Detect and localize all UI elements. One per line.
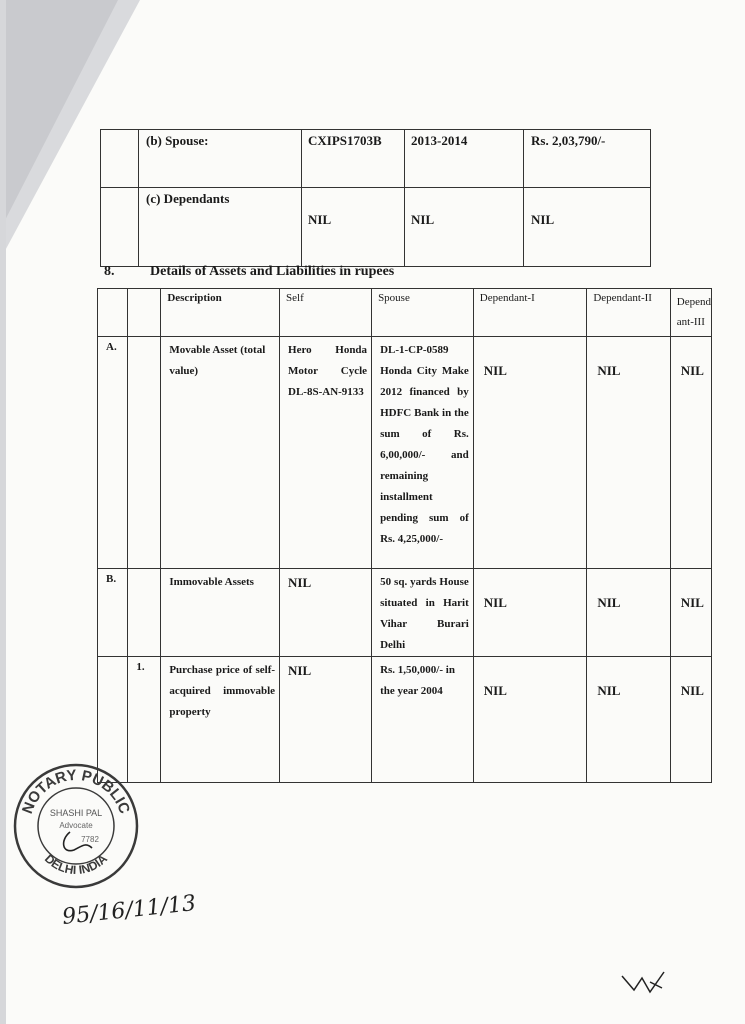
row-sub (128, 337, 161, 569)
row-spouse: Rs. 1,50,000/- in the year 2004 (372, 657, 474, 783)
row-self: Hero Honda Motor Cycle DL-8S-AN-9133 (280, 337, 372, 569)
header-description: Description (161, 289, 280, 337)
table-row (101, 130, 651, 188)
dependants-label: (c) Dependants (139, 188, 302, 267)
page-edge (0, 0, 6, 1024)
stamp-bottom-text: DELHI INDIA (41, 851, 111, 878)
row-sub (128, 569, 161, 657)
table-row (98, 569, 712, 657)
row-dependant-2: NIL (587, 657, 670, 783)
row-spouse: 50 sq. yards House situated in Harit Vihar Burari Delhi (372, 569, 474, 657)
notary-stamp (12, 762, 140, 890)
row-id: B. (98, 569, 128, 657)
row-id: A. (98, 337, 128, 569)
row-spouse: DL-1-CP-0589 Honda City Make 2012 financed by HDFC Bank in the sum of Rs. 6,00,000/- and remaining installment pending sum of Rs. 4,25,000/- (372, 337, 474, 569)
row-sub: 1. (128, 657, 161, 783)
row-description: Purchase price of self-acquired immovable property (161, 657, 280, 783)
section-heading (104, 264, 394, 280)
spouse-label: (b) Spouse: (139, 130, 302, 188)
table-row (98, 337, 712, 569)
dependants-pan: NIL (302, 188, 405, 267)
spouse-pan: CXIPS1703B (302, 130, 405, 188)
header-row (98, 289, 712, 337)
initials-mark (620, 968, 670, 996)
header-spouse: Spouse (372, 289, 474, 337)
dependants-year: NIL (405, 188, 524, 267)
stamp-name: SHASHI PAL (49, 808, 103, 818)
header-dependant-1: Dependant-I (473, 289, 587, 337)
row-dependant-2: NIL (587, 569, 670, 657)
income-table (100, 129, 651, 267)
row-description: Movable Asset (total value) (161, 337, 280, 569)
header-self: Self (280, 289, 372, 337)
spouse-amount: Rs. 2,03,790/- (524, 130, 651, 188)
row-dependant-3: NIL (670, 337, 711, 569)
row-self: NIL (280, 657, 372, 783)
table-row (98, 657, 712, 783)
dependants-amount: NIL (524, 188, 651, 267)
assets-table (97, 288, 712, 783)
row-dependant-3: NIL (670, 657, 711, 783)
row-dependant-1: NIL (473, 337, 587, 569)
stamp-role: Advocate (59, 821, 93, 830)
stamp-reg: 7782 (81, 835, 99, 844)
section-title: Details of Assets and Liabilities in rupees (150, 264, 395, 279)
row-dependant-1: NIL (473, 569, 587, 657)
row-dependant-3: NIL (670, 569, 711, 657)
section-number: 8. (104, 264, 115, 279)
handwritten-date: 95/16/11/13 (61, 891, 198, 930)
table-row (101, 188, 651, 267)
row-self: NIL (280, 569, 372, 657)
row-dependant-2: NIL (587, 337, 670, 569)
spouse-year: 2013-2014 (405, 130, 524, 188)
stamp-top-text: NOTARY PUBLIC (18, 766, 134, 817)
header-dependant-3: Depend ant-III (670, 289, 711, 337)
row-dependant-1: NIL (473, 657, 587, 783)
row-description: Immovable Assets (161, 569, 280, 657)
header-dependant-2: Dependant-II (587, 289, 670, 337)
